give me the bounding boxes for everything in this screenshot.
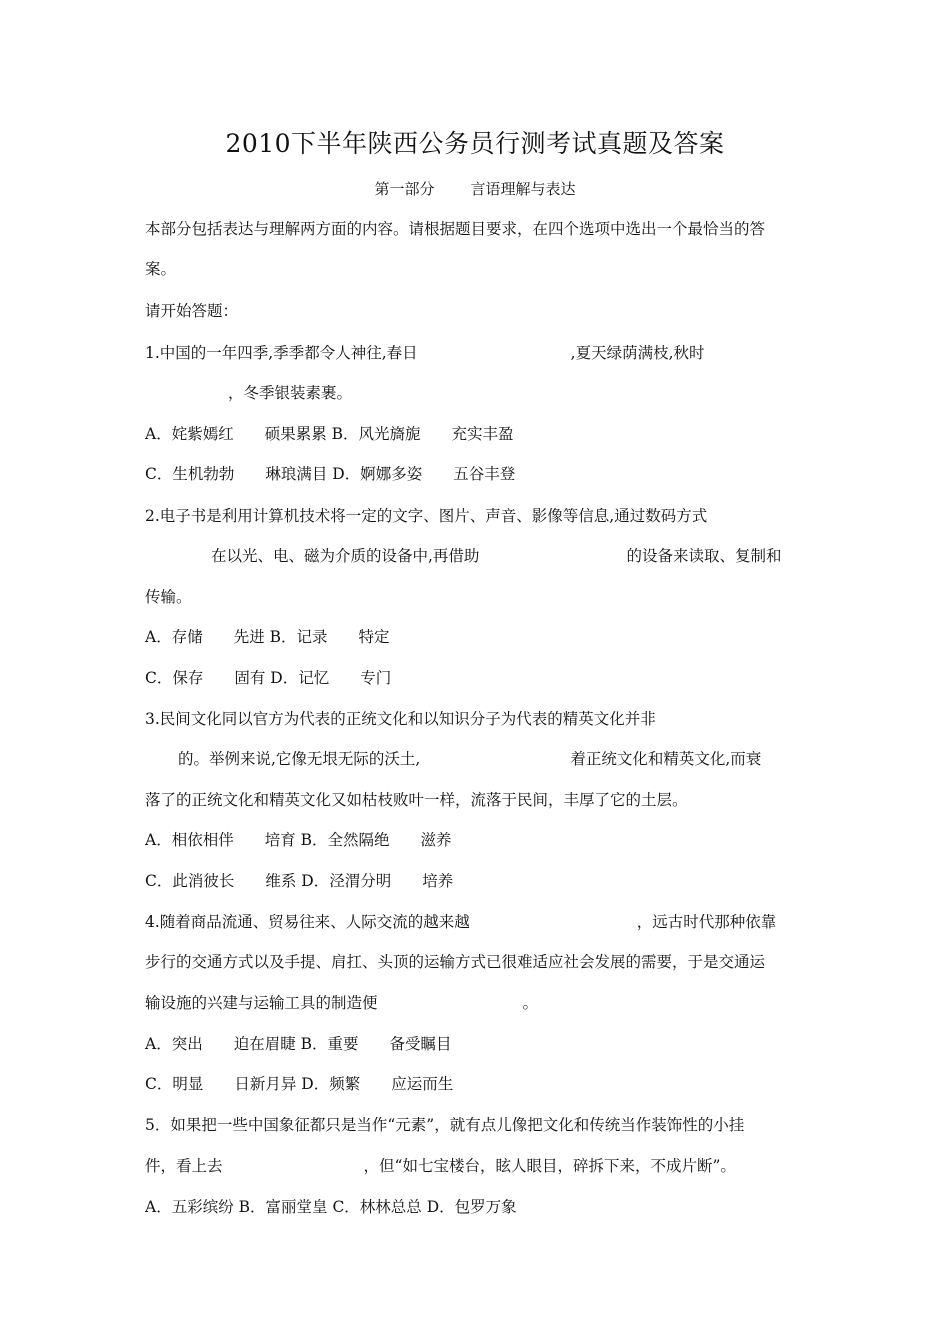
question-5-options-1: A．五彩缤纷 B．富丽堂皇 C．林林总总 D．包罗万象 xyxy=(145,1198,517,1216)
document-title: 2010下半年陕西公务员行测考试真题及答案 xyxy=(225,129,725,158)
question-4-text-d: 输设施的兴建与运输工具的制造便 xyxy=(145,994,378,1012)
intro-line-1: 本部分包括表达与理解两方面的内容。请根据题目要求，在四个选项中选出一个最恰当的答 xyxy=(145,220,766,238)
start-prompt: 请开始答题： xyxy=(145,302,239,320)
question-4-line-1 xyxy=(145,912,776,932)
question-4-options-2: C．明显 日新月异 D．频繁 应运而生 xyxy=(145,1075,454,1093)
question-1-text-b: ,夏天绿荫满枝,秋时 xyxy=(570,344,705,362)
question-4-options-1: A．突出 迫在眉睫 B．重要 备受瞩目 xyxy=(145,1035,452,1053)
question-4-text-b: ，远古时代那种依靠 xyxy=(636,913,777,931)
question-3-line-3: 落了的正统文化和精英文化又如枯枝败叶一样，流落于民间，丰厚了它的土层。 xyxy=(145,791,688,809)
question-1-options-2: C．生机勃勃 琳琅满目 D．婀娜多姿 五谷丰登 xyxy=(145,465,516,483)
question-2-text-c: 的设备来读取、复制和 xyxy=(626,547,782,565)
question-2-options-1: A．存储 先进 B．记录 特定 xyxy=(145,628,390,646)
question-3-line-2 xyxy=(178,749,761,769)
question-5-text-c: ，但“如七宝楼台，眩人眼目，碎拆下来，不成片断”。 xyxy=(363,1157,736,1175)
question-4-text-a: 4.随着商品流通、贸易往来、人际交流的越来越 xyxy=(145,913,470,931)
section-name: 言语理解与表达 xyxy=(470,180,576,198)
question-2-line-2 xyxy=(211,546,781,566)
question-4-text-e: 。 xyxy=(522,994,539,1012)
question-3-text-b: 的。举例来说,它像无垠无际的沃土, xyxy=(178,750,421,768)
question-2-line-3: 传输。 xyxy=(145,588,192,606)
question-5-line-1: 5．如果把一些中国象征都只是当作“元素”，就有点儿像把文化和传统当作装饰性的小挂 xyxy=(145,1116,745,1134)
question-5-line-2 xyxy=(145,1156,736,1176)
question-1-line-1 xyxy=(145,343,705,363)
question-2-options-2: C．保存 固有 D．记忆 专门 xyxy=(145,669,392,687)
question-4-line-3 xyxy=(145,993,538,1013)
question-3-text-c: 着正统文化和精英文化,而衰 xyxy=(570,750,762,768)
question-3-line-1: 3.民间文化同以官方为代表的正统文化和以知识分子为代表的精英文化并非 xyxy=(145,710,656,728)
question-1-text-a: 1.中国的一年四季,季季都令人神往,春日 xyxy=(145,344,418,362)
question-2-text-b: 在以光、电、磁为介质的设备中,再借助 xyxy=(211,547,480,565)
question-3-options-1: A．相依相伴 培育 B．全然隔绝 滋养 xyxy=(145,831,452,849)
section-heading xyxy=(0,178,950,199)
question-4-line-2: 步行的交通方式以及手提、肩扛、头顶的运输方式已很难适应社会发展的需要，于是交通运 xyxy=(145,953,766,971)
question-2-line-1: 2.电子书是利用计算机技术将一定的文字、图片、声音、影像等信息,通过数码方式 xyxy=(145,507,708,525)
section-part: 第一部分 xyxy=(374,180,435,198)
question-3-options-2: C．此消彼长 维系 D．泾渭分明 培养 xyxy=(145,872,454,890)
intro-line-2: 案。 xyxy=(145,260,177,278)
question-5-text-b: 件，看上去 xyxy=(145,1157,223,1175)
question-1-line-2: ，冬季银装素裹。 xyxy=(228,384,353,402)
question-1-options-1: A．姹紫嫣红 硕果累累 B．风光旖旎 充实丰盈 xyxy=(145,425,514,443)
